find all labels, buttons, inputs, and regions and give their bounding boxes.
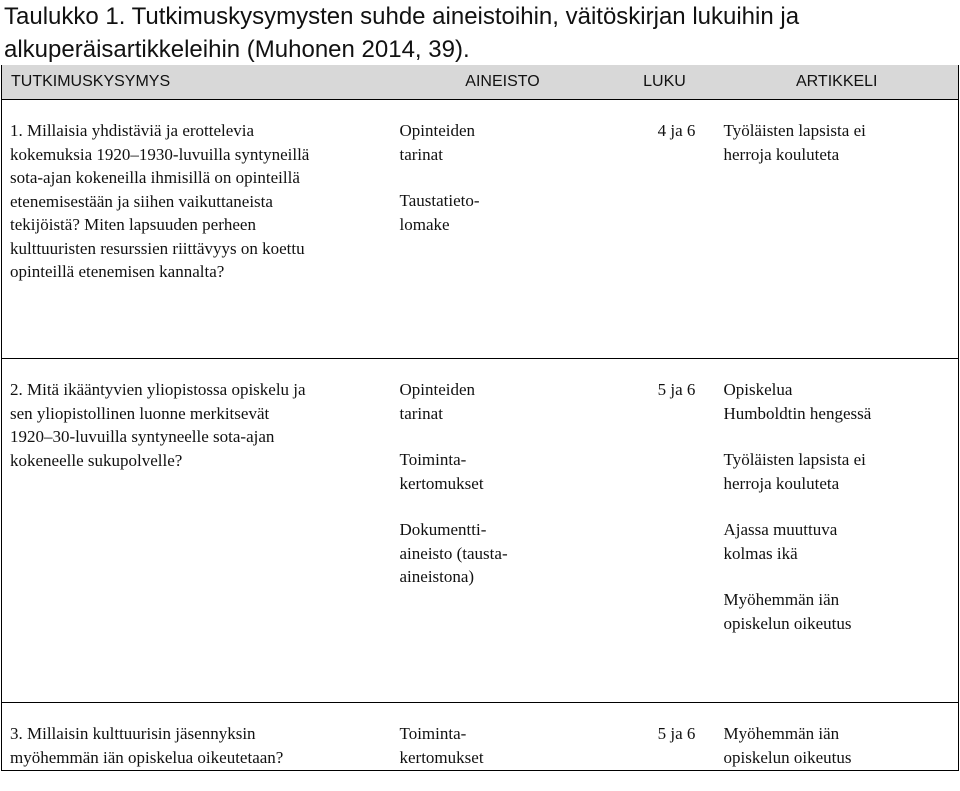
cell-line: opinteillä etenemisen kannalta? (10, 262, 225, 281)
cell-line (724, 495, 953, 518)
header-row (2, 65, 959, 100)
header-article: ARTIKKELI (716, 65, 959, 100)
header-data: AINEISTO (392, 65, 614, 100)
cell-line: kulttuuristen resurssien riittävyys on koettu (10, 238, 305, 258)
cell-line: tarinat (399, 403, 443, 423)
cell-chapter: 5 ja 6 (614, 359, 716, 703)
cell-line: Humboldtin hengessä (723, 403, 872, 423)
cell-line: Myöhemmän iän (723, 590, 840, 609)
cell-line: tekijöistä? Miten lapsuuden perheen (10, 215, 256, 234)
cell-line: 3. Millaisin kulttuurisin jäsennyksin (10, 724, 256, 743)
cell-line: Opinteiden (399, 121, 476, 140)
cell-question (2, 359, 392, 703)
cell-line: opiskelun oikeutus (723, 613, 852, 633)
caption-line-2: alkuperäisartikkeleihin (Muhonen 2014, 39). (4, 36, 470, 63)
cell-line: Myöhemmän iän (723, 724, 840, 743)
cell-line: kokemuksia 1920–1930-luvuilla syntyneillä (10, 144, 310, 164)
cell-article (716, 100, 959, 359)
cell-line: Työläisten lapsista ei (723, 121, 866, 140)
header-chapter: LUKU (614, 65, 716, 100)
cell-line (724, 565, 953, 588)
cell-line: 1. Millaisia yhdistäviä ja erottelevia (10, 121, 255, 140)
cell-line: opiskelun oikeutus (723, 747, 852, 767)
table-row (2, 703, 959, 771)
header-question: TUTKIMUSKYSYMYS (2, 65, 392, 100)
cell-line (400, 166, 608, 189)
cell-line: Ajassa muuttuva (723, 520, 838, 539)
cell-line: kokeneelle sukupolvelle? (10, 450, 183, 470)
cell-line: herroja kouluteta (723, 473, 840, 493)
research-table (1, 65, 959, 771)
cell-line: kertomukset (399, 473, 484, 493)
cell-line: lomake (399, 214, 450, 234)
cell-line: Toiminta- (399, 724, 467, 743)
table-row (2, 100, 959, 359)
cell-line (400, 425, 608, 448)
cell-line: sen yliopistollinen luonne merkitsevät (10, 403, 270, 423)
cell-data (392, 703, 614, 771)
table-caption (4, 0, 954, 66)
cell-article (716, 359, 959, 703)
cell-line: myöhemmän iän opiskelua oikeutetaan? (10, 747, 284, 767)
cell-line: aineistona) (399, 567, 475, 586)
cell-data (392, 359, 614, 703)
cell-line: 1920–30-luvuilla syntyneelle sota-ajan (10, 427, 275, 446)
cell-line (724, 425, 953, 448)
cell-line: Toiminta- (399, 450, 467, 469)
cell-line: kertomukset (399, 747, 484, 767)
cell-chapter: 5 ja 6 (614, 703, 716, 771)
cell-line: tarinat (399, 144, 443, 164)
cell-line: kolmas ikä (723, 543, 798, 563)
cell-line: Opinteiden (399, 380, 476, 399)
cell-line: aineisto (tausta- (399, 543, 508, 563)
cell-line: Taustatieto- (399, 191, 480, 210)
cell-line: etenemisestään ja siihen vaikuttaneista (10, 191, 273, 211)
cell-chapter: 4 ja 6 (614, 100, 716, 359)
cell-line: herroja kouluteta (723, 144, 840, 164)
cell-line: Dokumentti- (399, 520, 487, 539)
cell-question (2, 100, 392, 359)
cell-article (716, 703, 959, 771)
caption-line-1: Taulukko 1. Tutkimuskysymysten suhde aineistoihin, väitöskirjan lukuihin ja (4, 3, 800, 30)
table-row (2, 359, 959, 703)
cell-line: Työläisten lapsista ei (723, 450, 866, 469)
cell-line (400, 495, 608, 518)
cell-data (392, 100, 614, 359)
cell-line: 2. Mitä ikääntyvien yliopistossa opiskelu ja (10, 380, 306, 399)
cell-question (2, 703, 392, 771)
cell-line: Opiskelua (723, 380, 793, 399)
cell-line: sota-ajan kokeneilla ihmisillä on opinteillä (10, 168, 300, 187)
